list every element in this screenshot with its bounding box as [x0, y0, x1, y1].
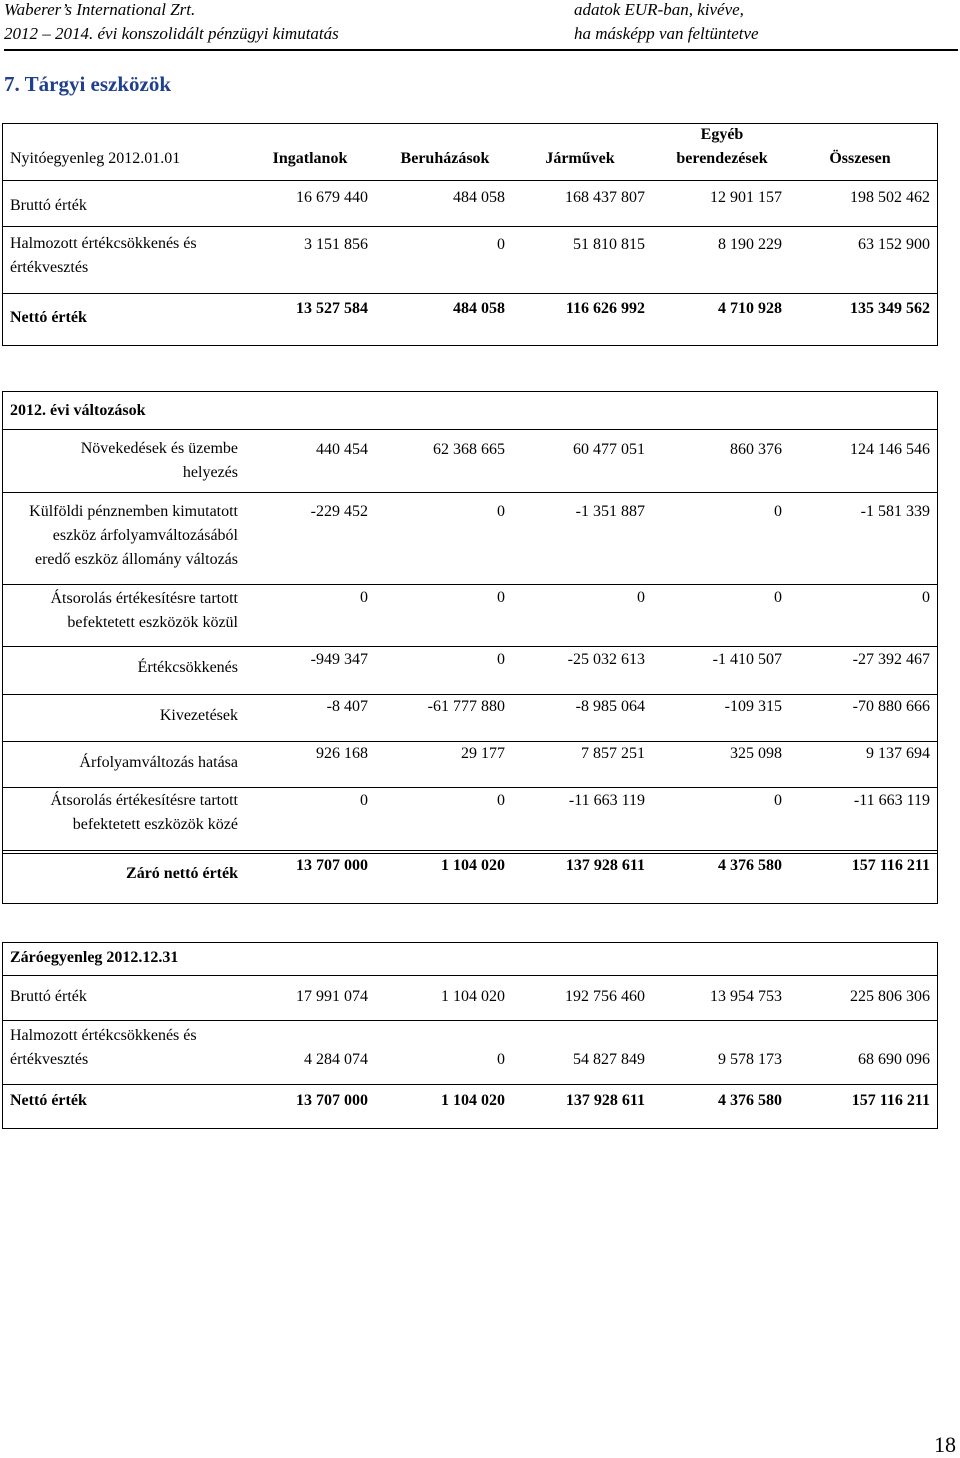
cell-value: 4 376 580 [718, 1092, 782, 1109]
cell-value: 157 116 211 [851, 857, 930, 874]
row-label-closing-net: Záró nettó érték [126, 865, 238, 882]
cell-value: 68 690 096 [858, 1051, 930, 1068]
cell-value: 9 578 173 [718, 1051, 782, 1068]
cell-value: 168 437 807 [565, 189, 645, 206]
cell-value: 0 [637, 589, 645, 606]
change-label: befektetett eszközök közé [72, 816, 238, 833]
cell-value: 4 284 074 [304, 1051, 368, 1068]
row-divider [2, 492, 937, 493]
cell-value: 60 477 051 [573, 441, 645, 458]
cell-value: 225 806 306 [850, 988, 930, 1005]
row-divider [2, 293, 937, 294]
cell-value: -949 347 [310, 651, 368, 668]
change-label: Értékcsökkenés [137, 659, 238, 676]
cell-value: 0 [774, 792, 782, 809]
change-label: eszköz árfolyamváltozásából [52, 527, 238, 544]
closing-label-netto: Nettó érték [10, 1092, 87, 1109]
row-divider [2, 741, 937, 742]
change-label: Növekedések és üzembe [80, 440, 238, 457]
row-divider [2, 975, 937, 976]
cell-value: 0 [497, 589, 505, 606]
cell-value: -8 407 [326, 698, 368, 715]
cell-value: 3 151 856 [304, 236, 368, 253]
row-label-accum-depreciation-2: értékvesztés [10, 259, 89, 276]
section-title: 7. Tárgyi eszközök [4, 72, 172, 96]
change-label: eredő eszköz állomány változás [34, 551, 238, 568]
cell-value: -8 985 064 [575, 698, 645, 715]
cell-value: -70 880 666 [852, 698, 930, 715]
cell-value: 926 168 [316, 745, 368, 762]
cell-value: 0 [774, 589, 782, 606]
cell-value: 0 [774, 503, 782, 520]
cell-value: 0 [497, 1051, 505, 1068]
cell-value: 0 [497, 792, 505, 809]
cell-value: 135 349 562 [850, 300, 930, 317]
header-report-title: 2012 – 2014. évi konszolidált pénzügyi kimutatás [4, 24, 339, 43]
cell-value: 1 104 020 [441, 988, 505, 1005]
cell-value: 51 810 815 [573, 236, 645, 253]
cell-value: 124 146 546 [850, 441, 930, 458]
cell-value: 116 626 992 [565, 300, 645, 317]
column-header-ingatlanok: Ingatlanok [272, 150, 348, 167]
row-divider [2, 694, 937, 695]
closing-label-accum-2: értékvesztés [10, 1051, 89, 1068]
row-divider [2, 646, 937, 647]
cell-value: 4 376 580 [718, 857, 782, 874]
cell-value: -11 663 119 [568, 792, 645, 809]
cell-value: -229 452 [310, 503, 368, 520]
cell-value: 17 991 074 [296, 988, 368, 1005]
cell-value: 7 857 251 [581, 745, 645, 762]
cell-value: 13 707 000 [296, 857, 368, 874]
row-divider-double [2, 853, 937, 854]
cell-value: 13 527 584 [296, 300, 368, 317]
opening-title: Nyitóegyenleg 2012.01.01 [10, 150, 181, 167]
cell-value: -11 663 119 [853, 792, 930, 809]
row-label-accum-depreciation-1: Halmozott értékcsökkenés és [10, 235, 197, 252]
change-label: Kivezetések [159, 707, 238, 724]
column-header-egyeb-line1: Egyéb [700, 126, 744, 143]
change-label: befektetett eszközök közül [67, 614, 238, 631]
row-divider [2, 1020, 937, 1021]
cell-value: -1 351 887 [575, 503, 645, 520]
cell-value: 1 104 020 [441, 857, 505, 874]
cell-value: 1 104 020 [441, 1092, 505, 1109]
cell-value: -25 032 613 [567, 651, 645, 668]
cell-value: 54 827 849 [573, 1051, 645, 1068]
header-currency-note-2: ha másképp van feltüntetve [574, 24, 759, 43]
closing-label-accum-1: Halmozott értékcsökkenés és [10, 1027, 197, 1044]
row-divider [2, 226, 937, 227]
cell-value: 860 376 [730, 441, 782, 458]
cell-value: 0 [497, 651, 505, 668]
cell-value: 9 137 694 [866, 745, 930, 762]
cell-value: 13 954 753 [710, 988, 782, 1005]
row-label-brutto: Bruttó érték [10, 197, 87, 214]
row-divider [2, 429, 937, 430]
cell-value: 0 [497, 503, 505, 520]
row-divider [2, 787, 937, 788]
change-label: Átsorolás értékesítésre tartott [50, 792, 238, 809]
cell-value: 0 [922, 589, 930, 606]
cell-value: 29 177 [461, 745, 505, 762]
cell-value: -61 777 880 [427, 698, 505, 715]
change-label: Átsorolás értékesítésre tartott [50, 590, 238, 607]
row-divider [2, 850, 937, 851]
cell-value: -1 410 507 [712, 651, 782, 668]
cell-value: 63 152 900 [858, 236, 930, 253]
cell-value: 484 058 [453, 189, 505, 206]
cell-value: 13 707 000 [296, 1092, 368, 1109]
changes-title: 2012. évi változások [10, 402, 146, 419]
cell-value: 440 454 [316, 441, 368, 458]
closing-title: Záróegyenleg 2012.12.31 [10, 949, 179, 966]
cell-value: 325 098 [730, 745, 782, 762]
cell-value: 8 190 229 [718, 236, 782, 253]
cell-value: 4 710 928 [718, 300, 782, 317]
cell-value: 0 [360, 792, 368, 809]
cell-value: 137 928 611 [565, 857, 645, 874]
cell-value: -27 392 467 [852, 651, 930, 668]
row-divider [2, 180, 937, 181]
cell-value: 12 901 157 [710, 189, 782, 206]
change-label: Árfolyamváltozás hatása [79, 754, 238, 771]
column-header-egyeb-line2: berendezések [676, 150, 768, 167]
header-currency-note-1: adatok EUR-ban, kivéve, [574, 0, 744, 19]
cell-value: -109 315 [724, 698, 782, 715]
cell-value: 157 116 211 [851, 1092, 930, 1109]
cell-value: 16 679 440 [296, 189, 368, 206]
cell-value: -1 581 339 [860, 503, 930, 520]
cell-value: 192 756 460 [565, 988, 645, 1005]
change-label: Külföldi pénznemben kimutatott [29, 503, 238, 520]
row-divider [2, 584, 937, 585]
column-header-osszesen: Összesen [829, 150, 891, 167]
header-company: Waberer’s International Zrt. [4, 0, 196, 19]
cell-value: 137 928 611 [565, 1092, 645, 1109]
row-divider [2, 1084, 937, 1085]
column-header-jarmuvek: Járművek [545, 150, 615, 167]
change-label: helyezés [182, 464, 238, 481]
row-label-netto: Nettó érték [10, 309, 87, 326]
cell-value: 62 368 665 [433, 441, 505, 458]
page-number: 18 [934, 1432, 956, 1457]
closing-label-brutto: Bruttó érték [10, 988, 87, 1005]
cell-value: 0 [360, 589, 368, 606]
cell-value: 198 502 462 [850, 189, 930, 206]
header-rule [4, 49, 958, 51]
cell-value: 484 058 [453, 300, 505, 317]
cell-value: 0 [497, 236, 505, 253]
column-header-beruhazasok: Beruházások [400, 150, 490, 167]
